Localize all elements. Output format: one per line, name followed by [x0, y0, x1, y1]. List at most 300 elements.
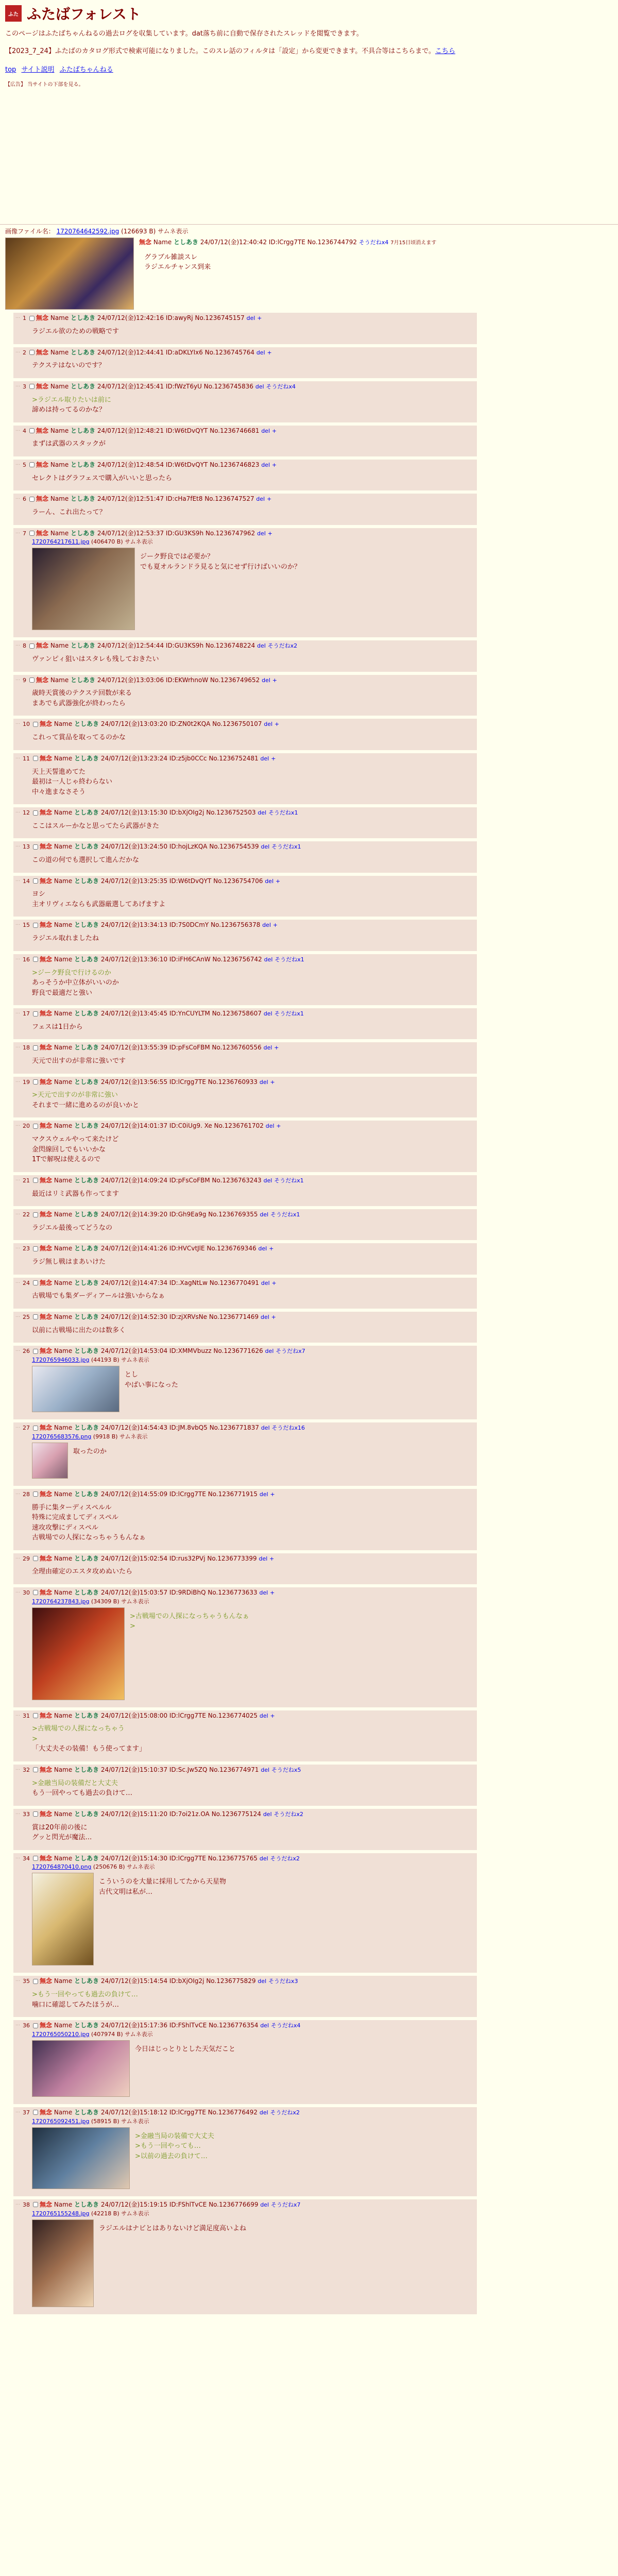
reply-sodane[interactable]: +: [270, 1712, 275, 1719]
reply-post: [13, 1008, 477, 1039]
reply-line: まずは武器のスタックが: [32, 440, 106, 448]
reply-checkbox[interactable]: [29, 316, 35, 321]
reply-number[interactable]: No.1236769355: [208, 1211, 258, 1218]
reply-checkbox[interactable]: [33, 923, 38, 928]
reply-del-link[interactable]: del: [260, 755, 269, 762]
reply-sodane[interactable]: そうだねx4: [270, 2022, 301, 2029]
reply-index: 25: [23, 1313, 30, 1320]
reply-number[interactable]: No.1236771915: [208, 1490, 258, 1498]
reply-sodane[interactable]: +: [270, 1078, 275, 1086]
reply-del-link[interactable]: del: [258, 1978, 267, 1985]
reply-marker: …: [15, 676, 20, 682]
reply-del-link[interactable]: del: [261, 843, 270, 851]
nav-futaba[interactable]: ふたばちゃんねる: [59, 66, 113, 74]
reply-number[interactable]: No.1236745836: [203, 382, 254, 390]
reply-del-link[interactable]: del: [261, 1279, 270, 1286]
reply-number[interactable]: No.1236774025: [208, 1711, 258, 1719]
contact-link[interactable]: こちら: [435, 47, 456, 56]
reply-number[interactable]: No.1236745764: [204, 348, 254, 356]
reply-number[interactable]: No.1236770491: [209, 1279, 260, 1286]
reply-number[interactable]: No.1236745157: [195, 314, 245, 322]
reply-sodane[interactable]: そうだねx1: [270, 1211, 300, 1218]
reply-subject: 無念: [36, 427, 49, 434]
reply-name-label: Name: [54, 2022, 73, 2029]
reply-date: 24/07/12(金)15:03:57: [100, 1588, 168, 1596]
reply-checkbox[interactable]: [33, 1212, 38, 1217]
reply-del-link[interactable]: del: [261, 1425, 270, 1431]
reply-subject: 無念: [36, 314, 49, 322]
reply-id: ID:Sc.Jw5ZQ: [169, 1766, 208, 1773]
reply-date: 24/07/12(金)13:56:55: [100, 1078, 168, 1086]
reply-post: [13, 2107, 477, 2196]
reply-name-label: Name: [54, 809, 73, 817]
reply-checkbox[interactable]: [33, 722, 38, 727]
reply-id: ID:cHa7fEt8: [165, 495, 203, 503]
reply-del-link[interactable]: del: [262, 922, 271, 929]
reply-marker: …: [15, 2022, 20, 2027]
reply-checkbox[interactable]: [33, 1280, 38, 1285]
reply-sodane[interactable]: そうだねx1: [268, 809, 298, 817]
reply-sodane[interactable]: そうだねx1: [274, 956, 304, 963]
reply-sodane[interactable]: +: [270, 1589, 275, 1596]
reply-sodane[interactable]: +: [267, 530, 272, 537]
reply-number[interactable]: No.1236756378: [211, 921, 261, 929]
reply-index: 2: [23, 349, 26, 356]
reply-checkbox[interactable]: [33, 844, 38, 850]
reply-line: >: [130, 1622, 135, 1631]
reply-checkbox[interactable]: [33, 1178, 38, 1183]
reply-del-link[interactable]: del: [261, 1766, 270, 1773]
reply-checkbox[interactable]: [33, 1124, 38, 1129]
reply-checkbox[interactable]: [29, 677, 35, 683]
reply-sodane[interactable]: +: [269, 1245, 274, 1252]
reply-del-link[interactable]: del: [261, 1313, 269, 1320]
reply-number[interactable]: No.1236763243: [212, 1176, 262, 1184]
reply-checkbox[interactable]: [33, 1079, 38, 1084]
reply-thumbnail[interactable]: [32, 2127, 130, 2189]
reply-checkbox[interactable]: [29, 497, 35, 502]
reply-file-link[interactable]: 1720765092451.jpg: [32, 2117, 90, 2125]
reply-sodane[interactable]: +: [271, 1279, 277, 1286]
op-thumbnail[interactable]: [5, 238, 134, 310]
reply-sodane[interactable]: +: [271, 1313, 276, 1320]
reply-del-link[interactable]: del: [255, 383, 264, 390]
reply-checkbox[interactable]: [33, 1011, 38, 1016]
reply-del-link[interactable]: del: [261, 461, 270, 468]
reply-thumbnail[interactable]: [32, 548, 135, 630]
reply-sodane[interactable]: +: [269, 1555, 274, 1562]
reply-marker: …: [15, 1711, 20, 1717]
reply-name: としあき: [74, 1078, 99, 1086]
reply-del-link[interactable]: del: [258, 1245, 267, 1252]
op-number[interactable]: No.1236744792: [307, 239, 357, 246]
reply-number[interactable]: No.1236771626: [213, 1347, 263, 1355]
nav-top[interactable]: top: [5, 66, 16, 74]
reply-index: 22: [23, 1211, 30, 1218]
reply-name: としあき: [71, 382, 96, 390]
reply-number[interactable]: No.1236754539: [209, 843, 259, 851]
reply-thumbnail[interactable]: [32, 1443, 68, 1479]
reply-del-link[interactable]: del: [265, 1348, 274, 1355]
reply-index: 10: [23, 721, 30, 728]
reply-sodane[interactable]: +: [276, 1123, 281, 1130]
reply-thumbnail[interactable]: [32, 2219, 94, 2307]
reply-id: ID:bXjOIg2j: [169, 809, 204, 817]
reply-number[interactable]: No.1236761702: [214, 1122, 264, 1130]
reply-number[interactable]: No.1236748224: [205, 642, 255, 650]
reply-number[interactable]: No.1236774971: [209, 1766, 259, 1773]
reply-del-link[interactable]: del: [265, 877, 274, 885]
op-file-line: [5, 227, 613, 235]
reply-name: としあき: [74, 1554, 99, 1562]
reply-del-link[interactable]: del: [259, 1855, 268, 1862]
reply-file-note: サムネ表示: [121, 1598, 149, 1605]
reply-sodane[interactable]: +: [271, 755, 276, 762]
reply-file-note: サムネ表示: [125, 2030, 153, 2038]
reply-del-link[interactable]: del: [257, 530, 266, 537]
reply-post: [13, 1175, 477, 1206]
reply-subject: 無念: [40, 1078, 53, 1086]
reply-del-link[interactable]: del: [260, 2022, 269, 2029]
reply-post: [13, 1243, 477, 1274]
reply-number[interactable]: No.1236747962: [205, 529, 255, 537]
reply-thumbnail[interactable]: [32, 1366, 119, 1412]
nav-about[interactable]: サイト説明: [21, 66, 55, 74]
reply-checkbox[interactable]: [29, 384, 35, 389]
reply-del-link[interactable]: del: [260, 2201, 269, 2208]
reply-sodane[interactable]: そうだねx1: [274, 1177, 304, 1184]
reply-file-link[interactable]: 1720764237843.jpg: [32, 1598, 90, 1605]
reply-number[interactable]: No.1236771469: [209, 1313, 259, 1320]
reply-number[interactable]: No.1236776699: [209, 2200, 259, 2208]
reply-number[interactable]: No.1236760556: [212, 1044, 262, 1052]
reply-line: >天元で出すのが非常に強い: [32, 1091, 118, 1099]
reply-name-label: Name: [50, 642, 69, 650]
reply-line: 歳時天賞後のテクステ回数が来る: [32, 689, 132, 698]
reply-line: 古代文明は私が…: [99, 1888, 153, 1896]
reply-number[interactable]: No.1236776354: [209, 2022, 259, 2029]
reply-post: [13, 1346, 477, 1419]
reply-file-link[interactable]: 1720765946033.jpg: [32, 1357, 90, 1363]
reply-index: 20: [23, 1123, 30, 1130]
reply-line: でも夏オルランドラ見ると気にせず行けばいいのか？: [140, 563, 301, 571]
reply-del-link[interactable]: del: [256, 496, 265, 503]
reply-marker: …: [15, 642, 20, 648]
reply-del-link[interactable]: del: [259, 1490, 268, 1498]
reply-del-link[interactable]: del: [259, 1589, 268, 1596]
reply-id: ID:YnCUYLTM: [169, 1010, 210, 1018]
reply-checkbox[interactable]: [33, 1713, 38, 1718]
reply-date: 24/07/12(金)12:45:41: [97, 382, 164, 390]
reply-del-link[interactable]: del: [264, 956, 273, 963]
reply-header: [23, 808, 474, 817]
reply-checkbox[interactable]: [33, 2110, 38, 2115]
reply-index: 30: [23, 1589, 30, 1596]
reply-post: [13, 1489, 477, 1550]
reply-file-line: [23, 1862, 474, 1871]
reply-del-link[interactable]: del: [263, 1044, 272, 1052]
reply-index: 6: [23, 496, 26, 503]
reply-sodane[interactable]: そうだねx2: [270, 1855, 300, 1862]
reply-date: 24/07/12(金)15:02:54: [100, 1554, 168, 1562]
reply-file-link[interactable]: 1720765050210.jpg: [32, 2030, 90, 2038]
reply-sodane[interactable]: +: [267, 349, 272, 356]
reply-del-link[interactable]: del: [263, 1810, 272, 1818]
reply-subject: 無念: [40, 2108, 53, 2116]
reply-number[interactable]: No.1236758607: [212, 1010, 262, 1018]
reply-name-label: Name: [50, 676, 69, 684]
reply-subject: 無念: [40, 1711, 53, 1719]
reply-date: 24/07/12(金)13:03:20: [100, 720, 168, 728]
site-header: [0, 0, 618, 88]
reply-id: ID:fWzT6yU: [165, 382, 202, 390]
reply-checkbox[interactable]: [29, 428, 35, 433]
reply-marker: …: [15, 382, 20, 388]
reply-header: [23, 1977, 474, 1986]
reply-checkbox[interactable]: [33, 1045, 38, 1050]
reply-file-link[interactable]: 1720764217611.jpg: [32, 538, 90, 546]
reply-subject: 無念: [40, 1211, 53, 1218]
reply-checkbox[interactable]: [33, 810, 38, 816]
reply-marker: …: [15, 1490, 20, 1496]
reply-marker: …: [15, 2200, 20, 2206]
reply-number[interactable]: No.1236775124: [211, 1810, 261, 1818]
reply-del-link[interactable]: del: [263, 1177, 272, 1184]
reply-number[interactable]: No.1236775765: [208, 1854, 258, 1862]
reply-sodane[interactable]: +: [272, 676, 278, 684]
reply-header: [23, 1244, 474, 1253]
reply-sodane[interactable]: そうだねx1: [274, 1010, 304, 1018]
reply-sodane[interactable]: +: [272, 922, 278, 929]
reply-file-note: サムネ表示: [127, 1863, 155, 1871]
reply-del-link[interactable]: del: [264, 721, 273, 728]
reply-number[interactable]: No.1236773399: [207, 1554, 257, 1562]
reply-line: >金融当局の装備で大丈夫: [135, 2132, 214, 2140]
reply-thumbnail[interactable]: [32, 1873, 94, 1965]
reply-index: 35: [23, 1978, 30, 1985]
reply-del-link[interactable]: del: [265, 1123, 274, 1130]
op-name: としあき: [174, 239, 199, 246]
reply-number[interactable]: No.1236746823: [210, 461, 260, 468]
reply-checkbox[interactable]: [33, 1767, 38, 1772]
reply-sodane[interactable]: そうだねx2: [270, 2109, 300, 2116]
reply-subject: 無念: [36, 495, 49, 503]
reply-header: [23, 754, 474, 763]
reply-number[interactable]: No.1236760933: [208, 1078, 258, 1086]
reply-number[interactable]: No.1236773633: [208, 1588, 258, 1596]
reply-del-link[interactable]: del: [258, 809, 267, 817]
reply-checkbox[interactable]: [33, 1590, 38, 1595]
reply-checkbox[interactable]: [33, 878, 38, 884]
op-date: 24/07/12(金)12:40:42: [200, 239, 267, 246]
reply-line: 中々進まなさそう: [32, 788, 86, 796]
reply-sodane[interactable]: そうだねx3: [268, 1978, 298, 1985]
reply-sodane[interactable]: +: [270, 1490, 275, 1498]
reply-id: ID:FShlTvCE: [169, 2200, 207, 2208]
reply-number[interactable]: No.1236747527: [204, 495, 254, 503]
reply-checkbox[interactable]: [33, 957, 38, 962]
reply-sodane[interactable]: +: [275, 877, 281, 885]
reply-thumbnail[interactable]: [32, 1607, 125, 1700]
reply-number[interactable]: No.1236746681: [210, 427, 260, 434]
reply-sodane[interactable]: +: [274, 721, 280, 728]
reply-id: ID:hojLzKQA: [169, 843, 208, 851]
reply-line: 速攻攻撃にディスペル: [32, 1523, 98, 1532]
reply-line: 最近はリミ武器も作ってます: [32, 1190, 119, 1198]
reply-del-link[interactable]: del: [259, 1555, 268, 1562]
reply-subject: 無念: [36, 461, 49, 468]
site-logo[interactable]: ふた: [5, 5, 22, 22]
reply-name-label: Name: [54, 1588, 73, 1596]
reply-number[interactable]: No.1236776492: [208, 2108, 258, 2116]
reply-name: としあき: [74, 1245, 99, 1252]
reply-del-link[interactable]: del: [259, 1078, 268, 1086]
reply-checkbox[interactable]: [33, 1979, 38, 1984]
reply-id: ID:GU3KS9h: [165, 642, 204, 650]
reply-date: 24/07/12(金)13:25:35: [100, 877, 168, 885]
reply-checkbox[interactable]: [33, 1246, 38, 1251]
reply-sodane[interactable]: そうだねx7: [276, 1348, 305, 1355]
reply-file-link[interactable]: 1720765683576.png: [32, 1433, 92, 1440]
reply-name-label: Name: [54, 1347, 73, 1355]
reply-line: それまで一緒に進めるのが良いかと: [32, 1101, 140, 1109]
reply-marker: …: [15, 921, 20, 927]
reply-checkbox[interactable]: [33, 1426, 38, 1431]
reply-line: やばい事になった: [125, 1381, 179, 1389]
reply-header: [23, 348, 474, 357]
reply-del-link[interactable]: del: [260, 1211, 269, 1218]
reply-checkbox[interactable]: [33, 1856, 38, 1861]
reply-checkbox[interactable]: [33, 1492, 38, 1497]
op-file-link[interactable]: 1720764642592.jpg: [56, 228, 119, 235]
reply-del-link[interactable]: del: [259, 1712, 268, 1719]
reply-checkbox[interactable]: [33, 2202, 38, 2207]
reply-checkbox[interactable]: [29, 350, 35, 355]
reply-number[interactable]: No.1236775829: [206, 1977, 256, 1985]
op-line-2: ラジエルチャンス到来: [144, 263, 211, 272]
reply-date: 24/07/12(金)12:48:54: [97, 461, 164, 468]
reply-number[interactable]: No.1236771837: [209, 1424, 259, 1431]
op-sodane[interactable]: そうだねx4: [358, 239, 389, 246]
reply-id: ID:FShlTvCE: [169, 2022, 207, 2029]
reply-thumbnail[interactable]: [32, 2040, 130, 2097]
reply-del-link[interactable]: del: [261, 427, 270, 434]
reply-date: 24/07/12(金)14:47:34: [100, 1279, 168, 1286]
reply-checkbox[interactable]: [33, 2023, 38, 2028]
reply-checkbox[interactable]: [29, 531, 35, 536]
reply-number[interactable]: No.1236752503: [206, 809, 256, 817]
reply-header: [23, 382, 474, 391]
reply-index: 12: [23, 809, 30, 817]
reply-marker: …: [15, 955, 20, 961]
reply-id: ID:lCrgg7TE: [169, 1854, 206, 1862]
reply-checkbox[interactable]: [33, 1349, 38, 1354]
reply-del-link[interactable]: del: [263, 1010, 272, 1018]
reply-marker: …: [15, 1977, 20, 1983]
reply-subject: 無念: [40, 921, 53, 929]
reply-checkbox[interactable]: [33, 1811, 38, 1817]
reply-date: 24/07/12(金)14:54:43: [100, 1424, 168, 1431]
reply-line: 特殊に完成ましてディスペル: [32, 1514, 118, 1522]
reply-sodane[interactable]: そうだねx7: [270, 2201, 301, 2208]
reply-index: 32: [23, 1766, 30, 1773]
reply-number[interactable]: No.1236750107: [212, 720, 262, 728]
thread: [0, 225, 618, 2319]
reply-line: マクスウェルやって来たけど: [32, 1136, 119, 1144]
reply-del-link[interactable]: del: [256, 349, 265, 356]
reply-checkbox[interactable]: [33, 1556, 38, 1561]
op-file-size: (126693 B): [121, 228, 156, 235]
reply-marker: …: [15, 1176, 20, 1182]
reply-checkbox[interactable]: [33, 756, 38, 761]
reply-name-label: Name: [54, 877, 73, 885]
reply-subject: 無念: [40, 1122, 53, 1130]
reply-line: >ジーク野良で行けるのか: [32, 969, 111, 977]
reply-file-size: (42218 B): [91, 2210, 119, 2217]
reply-index: 4: [23, 427, 26, 434]
reply-sodane[interactable]: そうだねx16: [271, 1425, 305, 1431]
reply-sodane[interactable]: そうだねx1: [271, 843, 301, 851]
intro-text-1: このページはふたばちゃんねるの過去ログを収集しています。dat落ち前に自動で保存されたスレッドを閲覧できます。: [5, 30, 363, 38]
reply-sodane[interactable]: +: [271, 427, 277, 434]
reply-sodane[interactable]: そうだねx2: [267, 642, 298, 650]
reply-number[interactable]: No.1236749652: [210, 676, 260, 684]
reply-sodane[interactable]: +: [257, 315, 262, 322]
reply-sodane[interactable]: そうだねx5: [271, 1766, 301, 1773]
reply-number[interactable]: No.1236752481: [209, 754, 259, 762]
reply-sodane[interactable]: +: [271, 461, 277, 468]
reply-del-link[interactable]: del: [257, 642, 266, 650]
reply-del-link[interactable]: del: [262, 676, 270, 684]
reply-header: [23, 1423, 474, 1432]
reply-del-link[interactable]: del: [259, 2109, 268, 2116]
reply-number[interactable]: No.1236769346: [207, 1245, 256, 1252]
reply-line: もう一回やっても過去の負けて…: [32, 1789, 133, 1798]
reply-date: 24/07/12(金)15:08:00: [100, 1711, 168, 1719]
reply-checkbox[interactable]: [29, 462, 35, 467]
reply-post: [13, 1710, 477, 1761]
reply-checkbox[interactable]: [29, 643, 35, 649]
reply-header: [23, 1711, 474, 1720]
reply-del-link[interactable]: del: [246, 315, 255, 322]
reply-marker: …: [15, 809, 20, 815]
reply-file-line: [23, 2209, 474, 2217]
reply-sodane[interactable]: そうだねx2: [273, 1810, 303, 1818]
reply-line: あっそうか中立体がいいのか: [32, 979, 119, 987]
reply-marker: …: [15, 1279, 20, 1284]
reply-sodane[interactable]: +: [267, 496, 272, 503]
reply-header: [23, 1043, 474, 1052]
intro-text-2: 【2023_7_24】ふたばのカタログ形式で検索可能になりました。このスレ話のフィルタは「設定」から変更できます。不具合等はこちらまで。: [5, 47, 436, 56]
reply-number[interactable]: No.1236756742: [212, 955, 262, 963]
reply-header: [23, 720, 474, 728]
reply-number[interactable]: No.1236754706: [213, 877, 263, 885]
reply-file-link[interactable]: 1720765155248.jpg: [32, 2210, 90, 2217]
reply-file-link[interactable]: 1720764870410.png: [32, 1863, 92, 1871]
reply-name: としあき: [74, 1279, 99, 1286]
reply-line: 主オリヴィエならも武器厳選してあげますよ: [32, 900, 166, 908]
reply-marker: …: [15, 1810, 20, 1816]
reply-line: 最初は一人じゃ終わらない: [32, 778, 113, 786]
reply-line: 諦めは持ってるのかな？: [32, 406, 106, 414]
reply-index: 36: [23, 2022, 30, 2029]
reply-sodane[interactable]: そうだねx4: [266, 383, 296, 390]
reply-sodane[interactable]: +: [274, 1044, 279, 1052]
reply-name: としあき: [74, 1711, 99, 1719]
reply-date: 24/07/12(金)14:52:30: [100, 1313, 168, 1320]
reply-name: としあき: [74, 2108, 99, 2116]
reply-checkbox[interactable]: [33, 1314, 38, 1319]
